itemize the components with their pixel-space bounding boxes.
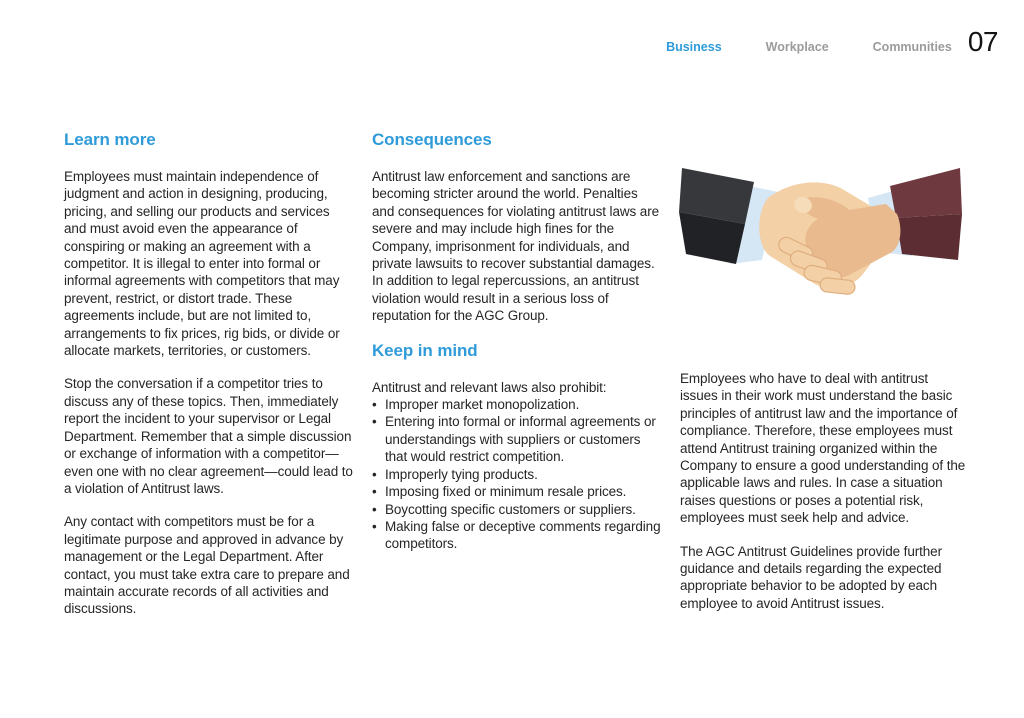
handshake-icon (674, 156, 966, 312)
learn-more-paragraph-2: Stop the conversation if a competitor tries to discuss any of these topics. Then, immediately report the incident to your supervisor or Legal Department. Remember that a simple discussion or exchange of information with a competitor—even one with no clear agreement—could lead to a violation of Antitrust laws. (64, 376, 353, 496)
training-paragraph-1: Employees who have to deal with antitrust issues in their work must understand the basic principles of antitrust law and the importance of compliance. Therefore, these employees must attend Antitrust training organized within the Company to ensure a good understanding of the applicable laws and rules. In case a situation raises questions or poses a potential risk, employees must seek help and advice. (680, 371, 966, 526)
consequences-paragraph: Antitrust law enforcement and sanctions are becoming stricter around the world. Penalties and consequences for violating antitrust laws are severe and may include high fines for the Company, imprisonment for individuals, and private lawsuits to recover substantial damages. In addition to legal repercussions, an antitrust violation would result in a serious loss of reputation for the AGC Group. (372, 169, 660, 324)
tab-workplace[interactable]: Workplace (765, 40, 829, 54)
learn-more-heading: Learn more (64, 130, 156, 149)
handshake-illustration (674, 156, 966, 312)
keep-in-mind-intro: Antitrust and relevant laws also prohibit: (372, 379, 607, 395)
list-item: • Boycotting specific customers or suppliers. (372, 501, 662, 518)
page-number: 07 (967, 26, 998, 57)
tab-communities[interactable]: Communities (872, 40, 952, 54)
list-item: • Improper market monopolization. (372, 396, 662, 413)
learn-more-paragraph-1: Employees must maintain independence of judgment and action in designing, producing, pricing, and selling our products and services and must avoid even the appearance of conspiring or making an agreement with a competitor. It is illegal to enter into formal or informal agreements with competitors that may prevent, restrict, or distort trade. These agreements include, but are not limited to, arrangements to fix prices, rig bids, or divide or allocate markets, territories, or customers. (64, 169, 340, 359)
list-item: • Making false or deceptive comments regarding competitors. (372, 518, 662, 553)
learn-more-section (64, 130, 354, 634)
tab-business[interactable]: Business (666, 40, 722, 54)
learn-more-paragraph-3: Any contact with competitors must be for a legitimate purpose and approved in advance by management or the Legal Department. After contact, you must take extra care to prepare and maintain accurate records of all activities and discussions. (64, 514, 350, 617)
list-item: • Imposing fixed or minimum resale prices. (372, 483, 662, 500)
training-section (680, 370, 966, 628)
keep-in-mind-list (372, 396, 662, 553)
list-item: • Entering into formal or informal agreements or understandings with suppliers or customers that would restrict competition. (372, 413, 662, 465)
consequences-heading: Consequences (372, 130, 492, 149)
keep-in-mind-heading: Keep in mind (372, 340, 478, 360)
list-item: • Improperly tying products. (372, 466, 662, 483)
page-header (622, 26, 998, 58)
training-paragraph-2: The AGC Antitrust Guidelines provide further guidance and details regarding the expected appropriate behavior to be adopted by each employee to avoid Antitrust issues. (680, 543, 942, 611)
consequences-section (372, 130, 662, 553)
